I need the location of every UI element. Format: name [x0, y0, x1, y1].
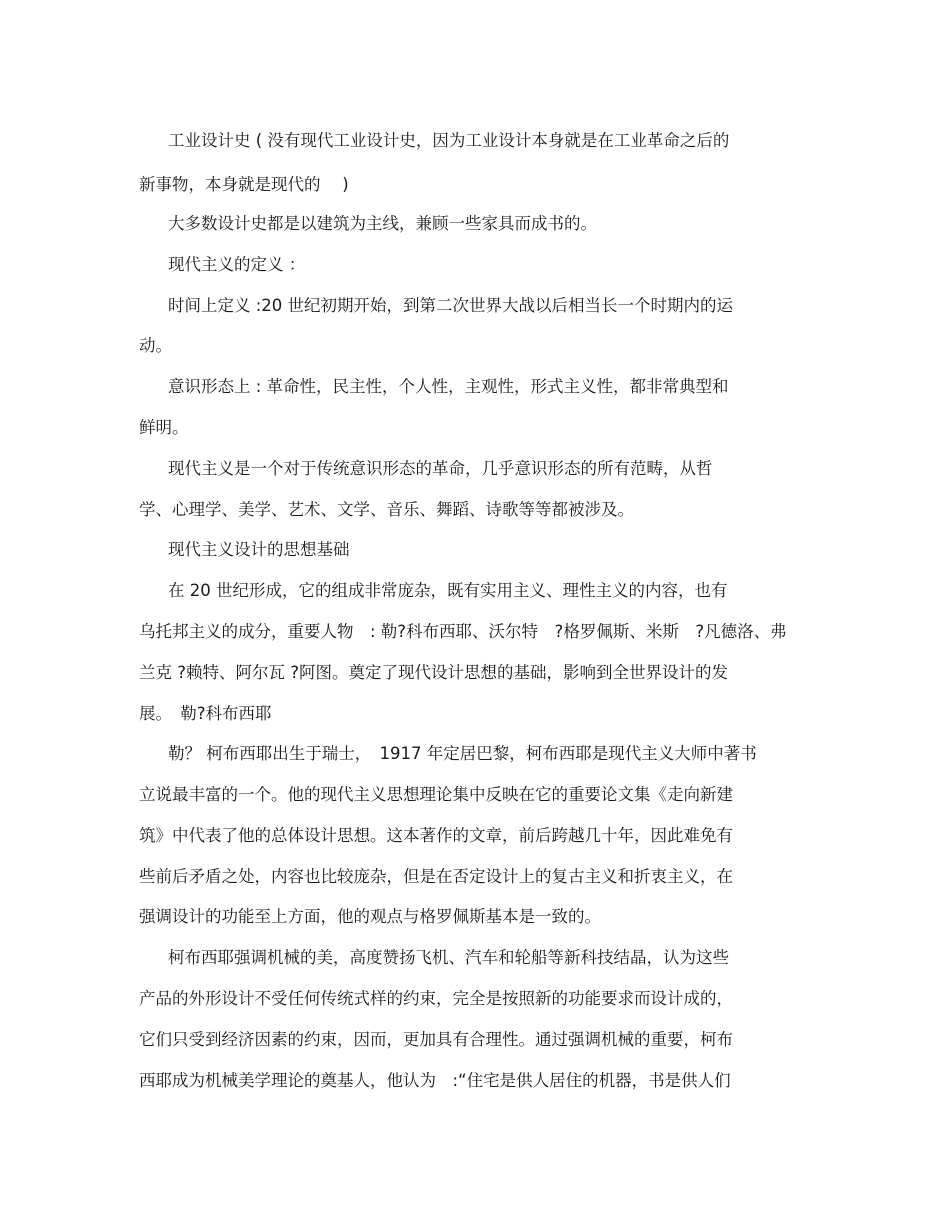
- text-line: 时间上定义 :20 世纪初期开始，到第二次世界大战以后相当长一个时期内的运: [168, 296, 734, 315]
- text-line: 意识形态上 : 革命性，民主性，个人性，主观性，形式主义性，都非常典型和: [168, 377, 729, 396]
- text-line: 筑》中代表了他的总体设计思想。这本著作的文章，前后跨越几十年，因此难免有: [139, 826, 733, 845]
- text-line: 动。: [139, 336, 172, 355]
- text-line: 些前后矛盾之处，内容也比较庞杂，但是在否定设计上的复古主义和折衷主义，在: [139, 867, 733, 886]
- text-line: 西耶成为机械美学理论的奠基人，他认为 :“住宅是供人居住的机器，书是供人们: [139, 1071, 731, 1090]
- text-line: 乌托邦主义的成分，重要人物 : 勒?科布西耶、沃尔特 ?格罗佩斯、米斯 ?凡德洛、弗: [139, 622, 787, 641]
- text-line: 强调设计的功能至上方面，他的观点与格罗佩斯基本是一致的。: [139, 907, 601, 926]
- text-line: 立说最丰富的一个。他的现代主义思想理论集中反映在它的重要论文集《走向新建: [139, 785, 733, 804]
- text-line: 在 20 世纪形成，它的组成非常庞杂，既有实用主义、理性主义的内容，也有: [168, 581, 728, 600]
- text-line: 现代主义是一个对于传统意识形态的革命，几乎意识形态的所有范畴，从哲: [168, 459, 713, 478]
- text-line: 大多数设计史都是以建筑为主线，兼顾一些家具而成书的。: [168, 214, 597, 233]
- text-line: 鲜明。: [139, 418, 189, 437]
- text-line: 现代主义设计的思想基础: [168, 540, 350, 559]
- text-line: 它们只受到经济因素的约束，因而，更加具有合理性。通过强调机械的重要，柯布: [139, 1030, 733, 1049]
- text-line: 工业设计史 ( 没有现代工业设计史，因为工业设计本身就是在工业革命之后的: [168, 131, 730, 150]
- text-line: 学、心理学、美学、艺术、文学、音乐、舞蹈、诗歌等等都被涉及。: [139, 500, 634, 519]
- text-line: 现代主义的定义 ：: [168, 255, 306, 274]
- text-line: 展。 勒?科布西耶: [139, 704, 272, 723]
- text-line: 新事物，本身就是现代的 ): [139, 175, 349, 194]
- text-line: 勒？ 柯布西耶出生于瑞士， 1917 年定居巴黎，柯布西耶是现代主义大师中著书: [168, 744, 757, 763]
- text-line: 产品的外形设计不受任何传统式样的约束，完全是按照新的功能要求而设计成的，: [139, 989, 733, 1008]
- text-line: 柯布西耶强调机械的美，高度赞扬飞机、汽车和轮船等新科技结晶，认为这些: [168, 948, 729, 967]
- text-line: 兰克 ?赖特、阿尔瓦 ?阿图。奠定了现代设计思想的基础，影响到全世界设计的发: [139, 663, 729, 682]
